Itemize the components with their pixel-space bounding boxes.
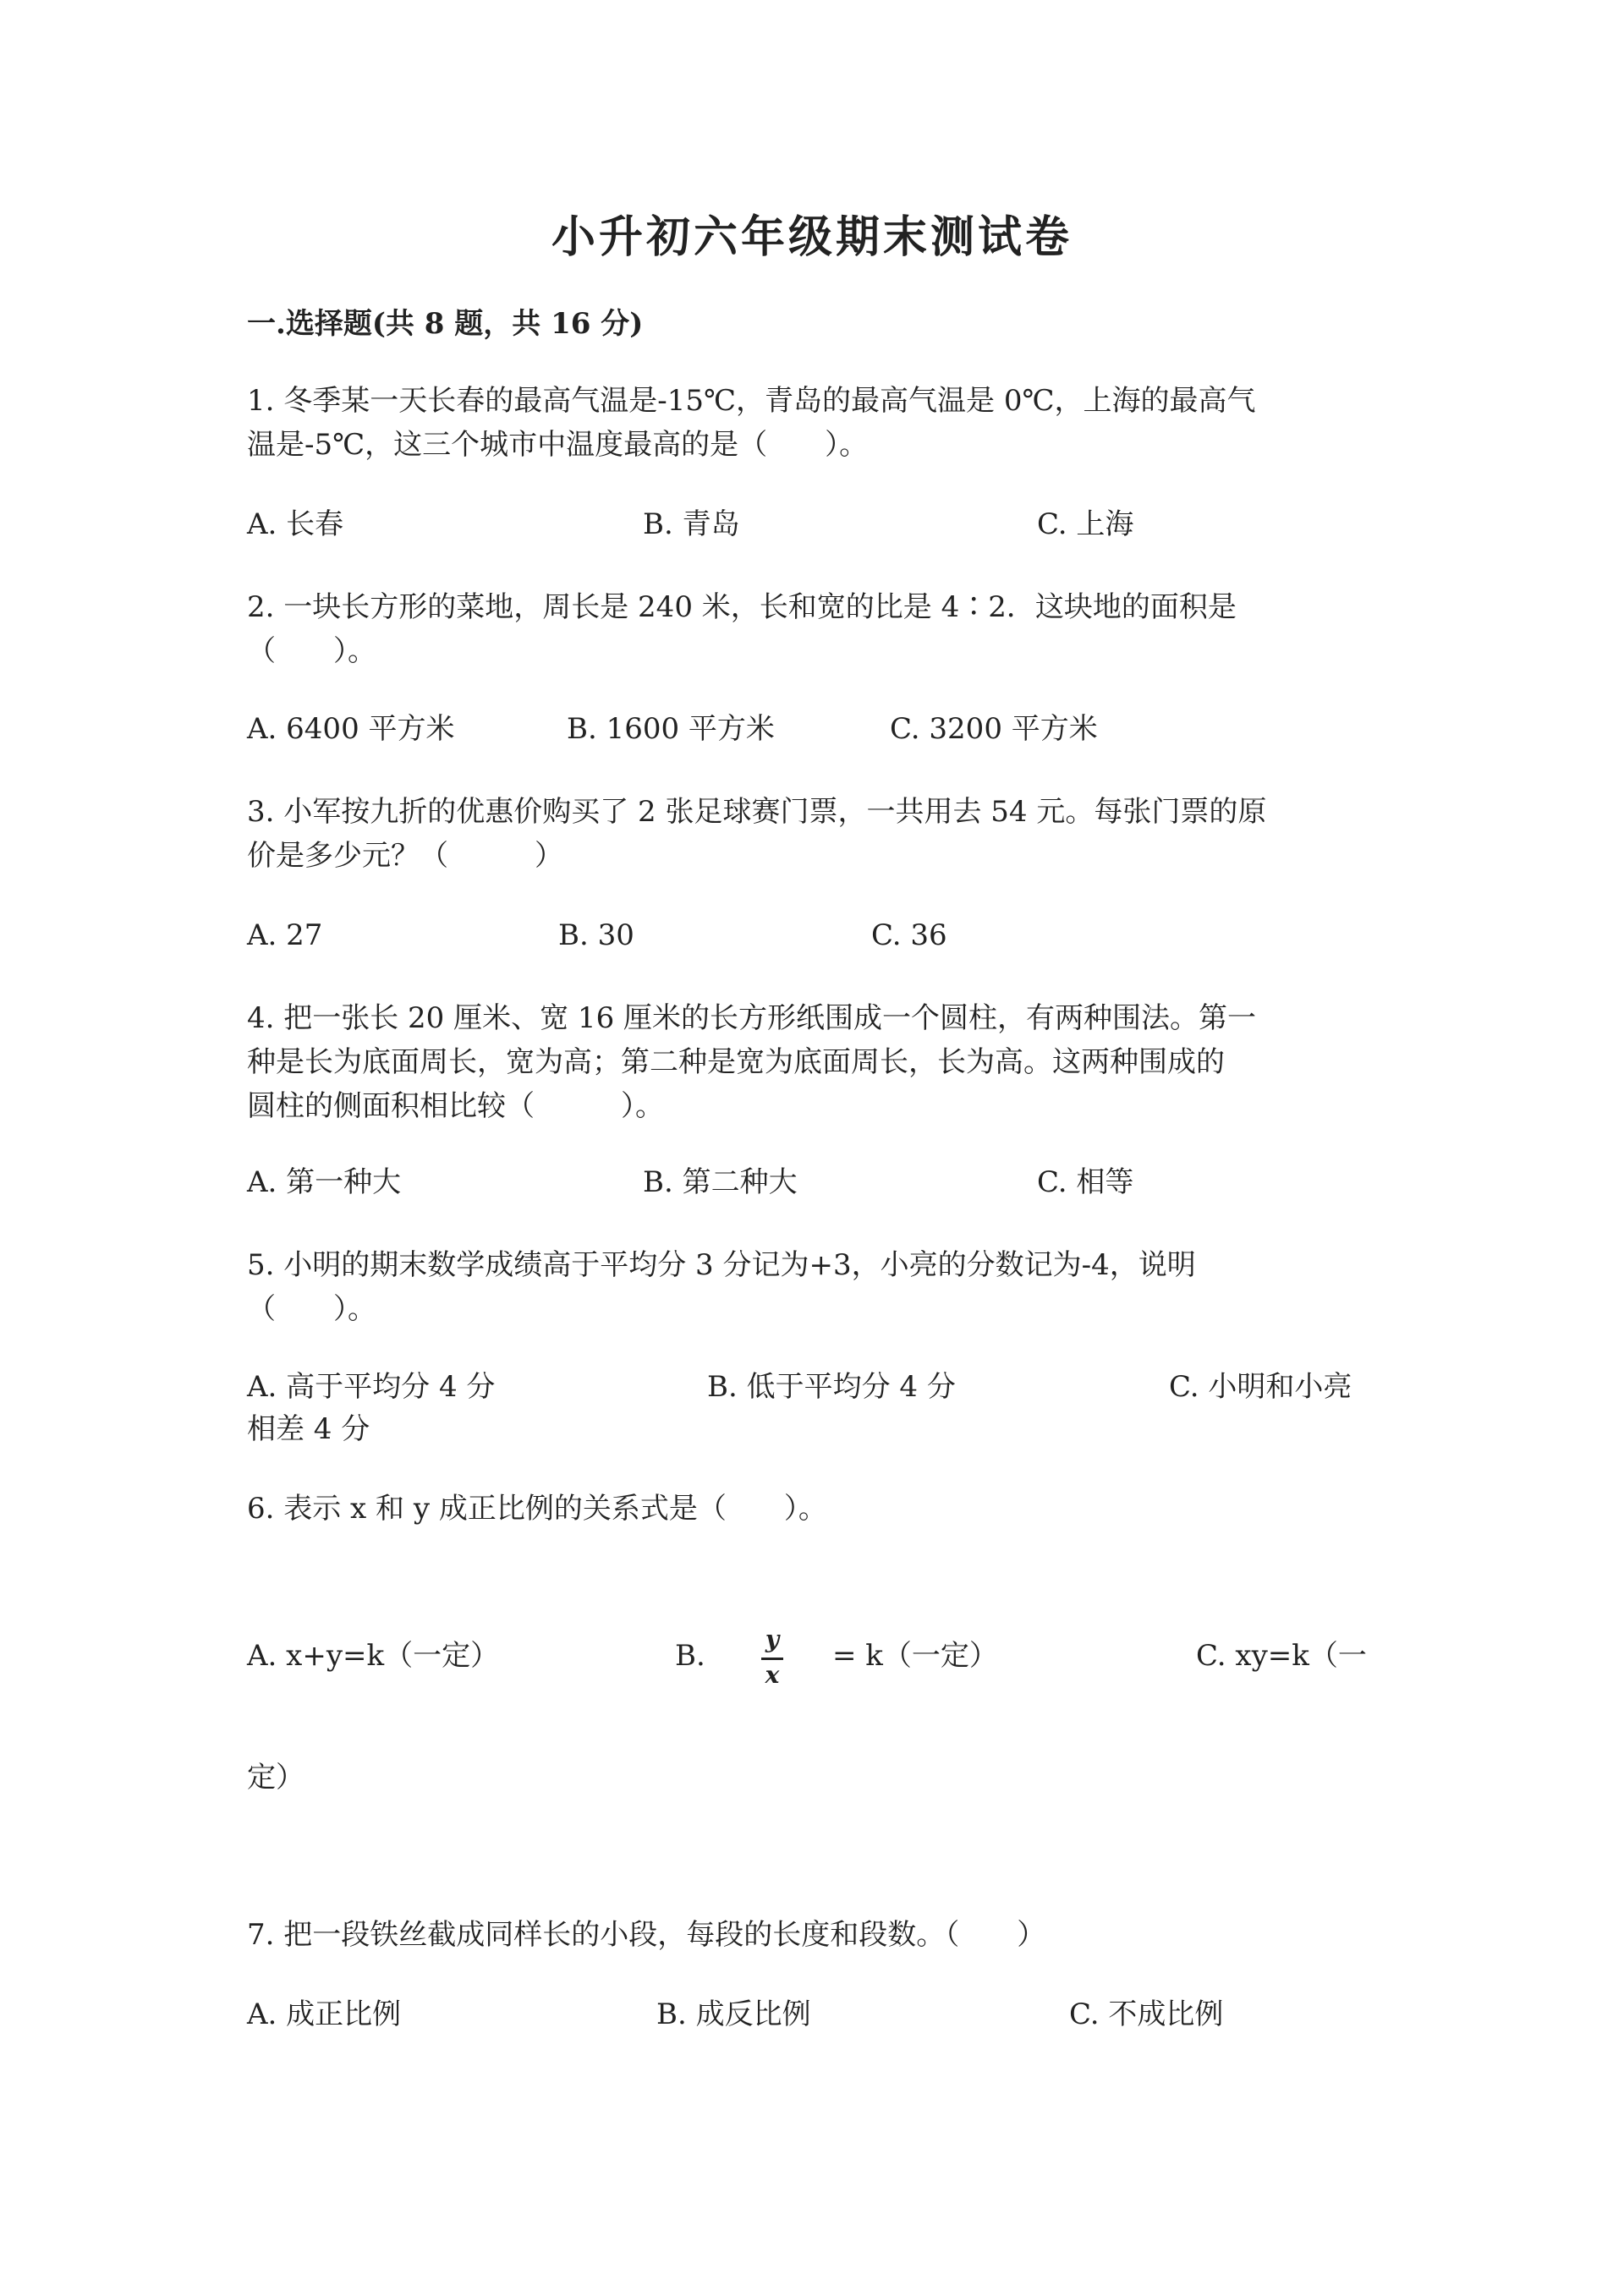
q1-option-a[interactable]: A. 长春 [247, 507, 344, 541]
q6-option-b[interactable]: B. [675, 1639, 705, 1673]
q3-option-a[interactable]: A. 27 [247, 918, 323, 952]
q5-option-b[interactable]: B. 低于平均分 4 分 [707, 1370, 956, 1404]
question-2-line-1: 2. 一块长方形的菜地，周长是 240 米，长和宽的比是 4∶2．这块地的面积是 [247, 590, 1237, 624]
q2-option-a[interactable]: A. 6400 平方米 [247, 712, 455, 746]
q2-option-c[interactable]: C. 3200 平方米 [890, 712, 1098, 746]
question-1 [247, 379, 1389, 467]
question-1-line-2: 温是-5℃，这三个城市中温度最高的是（ ）。 [247, 428, 869, 462]
q6-option-c-wrap: 定） [247, 1761, 304, 1795]
q5-option-c-wrap: 相差 4 分 [247, 1412, 370, 1446]
q6-option-c[interactable]: C. xy=k（一 [1196, 1639, 1367, 1673]
q1-option-c[interactable]: C. 上海 [1037, 507, 1134, 541]
question-6-line-1: 6. 表示 x 和 y 成正比例的关系式是（ ）。 [247, 1492, 827, 1526]
question-4-line-3: 圆柱的侧面积相比较（ ）。 [247, 1089, 664, 1123]
question-7-line-1: 7. 把一段铁丝截成同样长的小段，每段的长度和段数。（ ） [247, 1918, 1046, 1952]
question-3 [247, 790, 1389, 878]
q4-option-b[interactable]: B. 第二种大 [643, 1165, 798, 1199]
q3-option-c[interactable]: C. 36 [871, 918, 947, 952]
q5-option-c[interactable]: C. 小明和小亮 [1169, 1370, 1352, 1404]
q7-option-a[interactable]: A. 成正比例 [247, 1997, 402, 2031]
question-3-line-1: 3. 小军按九折的优惠价购买了 2 张足球赛门票，一共用去 54 元。每张门票的原 [247, 795, 1267, 829]
q1-option-b[interactable]: B. 青岛 [643, 507, 740, 541]
question-5 [247, 1243, 1389, 1331]
question-3-line-2: 价是多少元？（ ） [247, 839, 563, 873]
q6-option-b-expression: = k（一定） [832, 1639, 998, 1673]
question-2 [247, 585, 1389, 673]
question-2-line-2: （ ）。 [247, 634, 376, 668]
question-1-line-1: 1. 冬季某一天长春的最高气温是-15℃，青岛的最高气温是 0℃，上海的最高气 [247, 384, 1256, 418]
q6-fraction-bar [761, 1658, 783, 1660]
question-7 [247, 1913, 1389, 1957]
q4-option-a[interactable]: A. 第一种大 [247, 1165, 402, 1199]
q5-option-a[interactable]: A. 高于平均分 4 分 [247, 1370, 496, 1404]
q2-option-b[interactable]: B. 1600 平方米 [567, 712, 775, 746]
section-heading: 一.选择题(共 8 题，共 16 分) [247, 307, 644, 341]
question-4 [247, 996, 1389, 1128]
question-4-line-1: 4. 把一张长 20 厘米、宽 16 厘米的长方形纸围成一个圆柱，有两种围法。第一 [247, 1001, 1257, 1035]
q6-option-a[interactable]: A. x+y=k（一定） [247, 1639, 500, 1673]
question-5-line-2: （ ）。 [247, 1292, 376, 1326]
q6-fraction-numerator: y [765, 1625, 780, 1653]
q7-option-c[interactable]: C. 不成比例 [1069, 1997, 1224, 2031]
question-5-line-1: 5. 小明的期末数学成绩高于平均分 3 分记为+3，小亮的分数记为-4，说明 [247, 1248, 1196, 1282]
q3-option-b[interactable]: B. 30 [558, 918, 634, 952]
q4-option-c[interactable]: C. 相等 [1037, 1165, 1134, 1199]
question-4-line-2: 种是长为底面周长，宽为高；第二种是宽为底面周长，长为高。这两种围成的 [247, 1045, 1225, 1079]
q6-fraction-denominator: x [765, 1661, 780, 1689]
page-title: 小升初六年级期末测试卷 [551, 211, 1073, 263]
q7-option-b[interactable]: B. 成反比例 [656, 1997, 811, 2031]
question-6 [247, 1487, 1389, 1531]
